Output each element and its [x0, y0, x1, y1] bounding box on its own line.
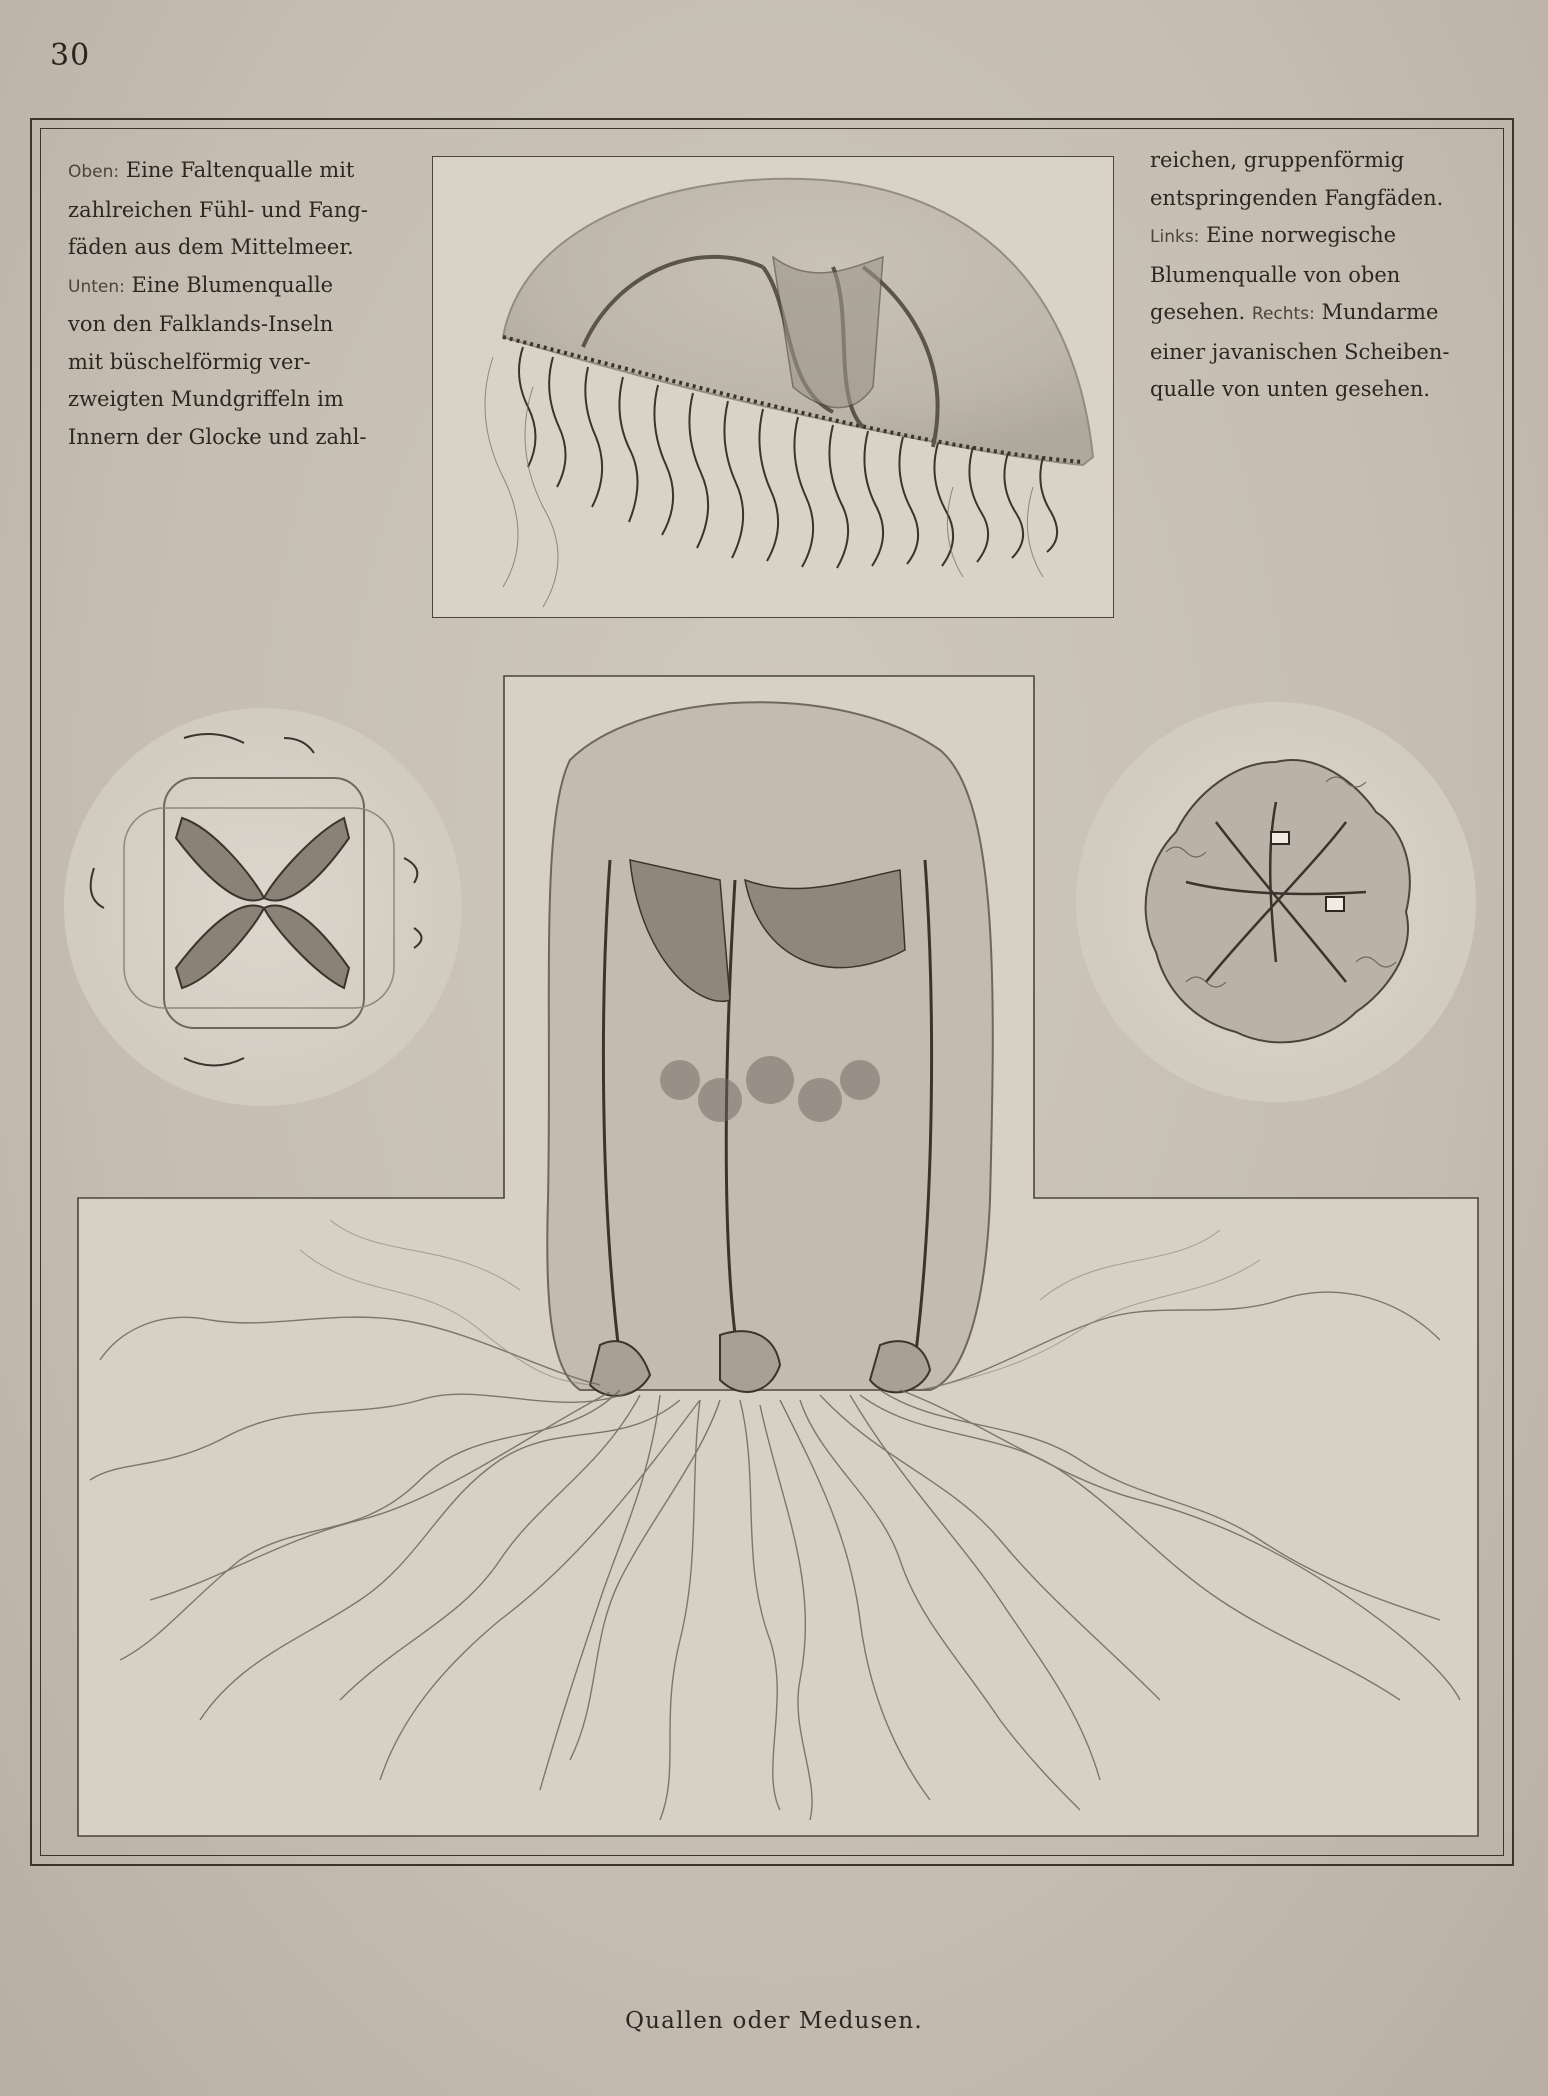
- caption-line: qualle von unten gesehen.: [1150, 377, 1431, 401]
- caption-line: Links: Eine norwegische: [1150, 223, 1397, 247]
- caption-lead: Rechts:: [1251, 304, 1315, 324]
- caption-line: zahlreichen Fühl- und Fang-: [68, 197, 368, 222]
- caption-line: entspringenden Fangfäden.: [1150, 185, 1444, 210]
- caption-line: zweigten Mundgriffeln im: [68, 387, 344, 411]
- caption-line: reichen, gruppenförmig: [1150, 148, 1405, 172]
- caption-line: Blumenqualle von oben: [1150, 262, 1401, 287]
- page-number: 30: [50, 38, 91, 73]
- caption-lead: Unten:: [68, 276, 125, 297]
- plate-title: Quallen oder Medusen.: [625, 2008, 923, 2034]
- caption-lead: Oben:: [68, 162, 120, 182]
- caption-line: fäden aus dem Mittelmeer.: [68, 235, 354, 259]
- caption-line: Oben: Eine Faltenqualle mit: [68, 158, 355, 182]
- caption-line: Unten: Eine Blumenqualle: [68, 272, 334, 297]
- caption-line: einer javanischen Scheiben-: [1150, 339, 1450, 364]
- caption-line: mit büschelförmig ver-: [68, 349, 311, 374]
- caption-line: gesehen. Rechts: Mundarme: [1150, 300, 1439, 324]
- caption-lead: Links:: [1150, 227, 1200, 247]
- caption-line: von den Falklands-Inseln: [68, 312, 334, 336]
- caption-line: Innern der Glocke und zahl-: [68, 424, 367, 449]
